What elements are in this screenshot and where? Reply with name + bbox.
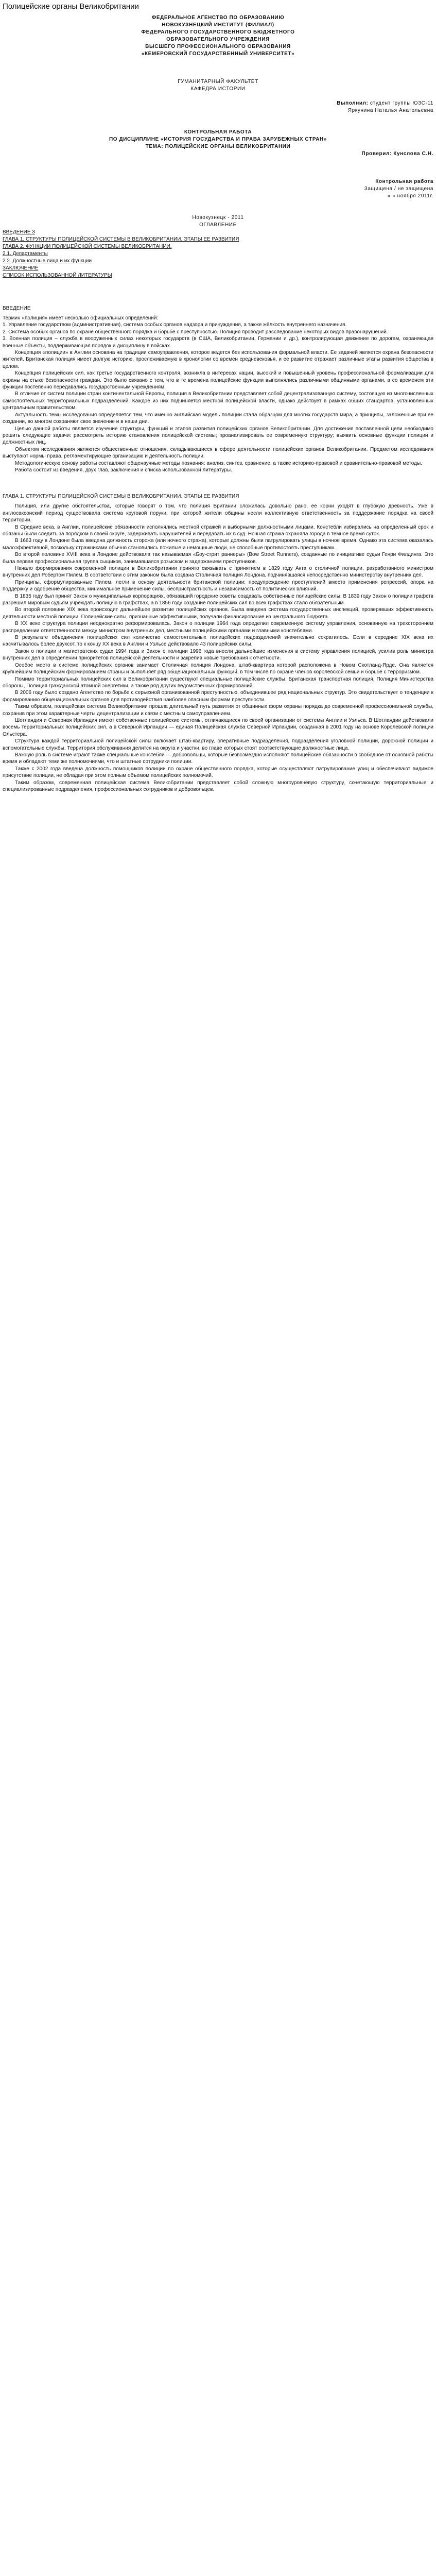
chapter-1-section (3, 493, 433, 793)
title-page-line: «КЕМЕРОВСКИЙ ГОСУДАРСТВЕННЫЙ УНИВЕРСИТЕТ» (141, 51, 295, 57)
body-paragraph: В 1663 году в Лондоне была введена должность сторожа (или ночного стража), которые должны были патрулировать улицы в ночное время. Однако эта система оказалась малоэффективной, поскольку стражниками обычно становились пожилые и немощные люди, не способные противостоять преступникам. (3, 538, 433, 551)
body-paragraph: Помимо территориальных полицейских сил в Великобритании существуют специальные полицейские службы: Британская транспортная полиция, Полиция Министерства обороны, Полиция гражданской атомной энергетики, а также ряд других ведомственных формирований. (3, 676, 433, 689)
body-paragraph: Закон о полиции и магистратских судах 1994 года и Закон о полиции 1996 года внесли дальнейшие изменения в систему управления полицией, усилив роль министра внутренних дел в определении приоритетов полицейской деятельности и закрепив новые требования к отчетности. (3, 648, 433, 662)
toc-item[interactable]: ЗАКЛЮЧЕНИЕ (3, 265, 39, 271)
body-paragraph: Методологическую основу работы составляют общенаучные методы познания: анализ, синтез, сравнение, а также историко-правовой и сравнительно-правовой методы. (15, 460, 422, 466)
title-page-line: ОБРАЗОВАТЕЛЬНОГО УЧРЕЖДЕНИЯ (166, 37, 270, 42)
date-line: « » ноября 2011г. (387, 193, 433, 199)
toc-item[interactable]: 2.2. Должностные лица и их функции (3, 258, 92, 264)
introduction-section (3, 305, 433, 473)
body-paragraph: В XX веке структура полиции неоднократно реформировалась. Закон о полиции 1964 года определил современную систему управления, основанную на трехстороннем распределении ответственности между министром внутренних дел, местными полицейскими органами и главными констеблями. (3, 621, 433, 634)
city-year: Новокузнецк - 2011 (192, 215, 244, 221)
body-paragraph: В 2006 году было создано Агентство по борьбе с серьезной организованной преступностью, объединившее ряд национальных структур. Это свидетельствует о тенденции к формированию общенациональных органов для противодействия наиболее опасным формам преступности. (3, 690, 433, 703)
body-paragraph: Концепция полицейских сил, как третье государственного контроля, возникла в интересах нации, высокий и повышенный уровень профессиональной формализации для охраны на стыке безопасности граждан. Это было связано с тем, что в те времена полицейские функции выполнялись различными общинными органами, а со временем эти функции постепенно передавались государственным учреждениям. (3, 370, 433, 391)
student-name: Яркунина Наталья Анатольевна (347, 108, 433, 113)
title-page-line: ФЕДЕРАЛЬНОЕ АГЕНСТВО ПО ОБРАЗОВАНИЮ (151, 15, 285, 21)
body-paragraph: 2. Система особых органов по охране общественного порядка и борьбе с преступностью. Полиция проводит расследование некоторых видов правонарушений. (3, 329, 388, 335)
body-paragraph: Важную роль в системе играют также специальные констебли — добровольцы, которые безвозмездно исполняют полицейские обязанности в свободное от основной работы время и обладают теми же полномочиями, что и штатные сотрудники полиции. (3, 752, 433, 765)
body-paragraph: 3. Военная полиция – служба в вооруженных силах некоторых государств (в США, Великобритании, Германии и др.), контролирующая движение по дорогам, охраняющая военные объекты, поддерживающая порядок и дисциплину в войсках. (3, 336, 433, 349)
section-heading: ВВЕДЕНИЕ (3, 306, 31, 311)
toc-item[interactable]: ГЛАВА 2. ФУНКЦИИ ПОЛИЦЕЙСКОЙ СИСТЕМЫ ВЕЛИКОБРИТАНИИ. (3, 244, 172, 249)
toc-item[interactable]: СПИСОК ИСПОЛЬЗОВАННОЙ ЛИТЕРАТУРЫ (3, 273, 112, 278)
body-paragraph: Также с 2002 года введена должность помощников полиции по охране общественного порядка, которые осуществляют патрулирование улиц и обеспечивают видимое присутствие полиции, не обладая при этом полным объемом полицейских полномочий. (3, 766, 433, 779)
body-paragraph: Во второй половине XIX века происходит дальнейшее развитие полицейских органов. Была введена система государственных инспекций, проверявших эффективность деятельности местной полиции. Полицейские силы, признанные эффективными, получали финансирование из центрального бюджета. (3, 607, 433, 620)
body-paragraph: Объектом исследования являются общественные отношения, складывающиеся в сфере деятельности полицейских органов Великобритании. Предметом исследования выступают нормы права, регламентирующие организацию и деятельность полиции. (3, 446, 433, 460)
performed-by (3, 100, 433, 107)
body-paragraph: Структура каждой территориальной полицейской силы включает штаб-квартиру, оперативные подразделения, подразделения уголовной полиции, дорожной полиции и вспомогательные службы. Территория обслуживания делится на округа и участки, во главе которых стоят соответствующие должностные лица. (3, 738, 433, 751)
body-paragraph: В 1835 году был принят Закон о муниципальных корпорациях, обязавший городские советы создавать собственные полицейские силы. В 1839 году Закон о полиции графств разрешил мировым судьям учреждать полицию в графствах, а в 1856 году создание полицейских сил во всех графствах стало обязательным. (3, 593, 433, 606)
body-paragraph: Термин «полиция» имеет несколько официальных определений: (3, 315, 159, 321)
body-paragraph: Целью данной работы является изучение структуры, функций и этапов развития полицейских органов Великобритании. Для достижения поставленной цели необходимо решить следующие задачи: рассмотреть историю становления полицейской системы; проанализировать ее современную структуру; выявить основные функции полиции и должностных лиц. (3, 426, 433, 446)
faculty-label: ГУМАНИТАРНЫЙ ФАКУЛЬТЕТ (178, 79, 258, 84)
page-title: Полицейские органы Великобритании (3, 2, 139, 11)
body-paragraph: Актуальность темы исследования определяется тем, что именно английская модель полиции стала образцом для многих государств мира, а принципы, заложенные при ее создании, во многом сохраняют свое значение и в наши дни. (3, 412, 433, 425)
body-paragraph: 1. Управление государством (административная), система особых органов надзора и принуждения, а также жёлкость внутреннего назначения. (3, 322, 347, 328)
body-paragraph: Во второй половине XVIII века в Лондоне действовала так называемая «Боу-стрит раннеры» (Bow Street Runners), созданные по инициативе судьи Генри Филдинга. Это была первая профессиональная группа сыщиков, занимавшаяся розыском и задержанием преступников. (3, 552, 433, 565)
topic: ТЕМА: ПОЛИЦЕЙСКИЕ ОРГАНЫ ВЕЛИКОБРИТАНИИ (145, 144, 291, 149)
control-label: Контрольная работа (375, 179, 433, 184)
toc-item[interactable]: ГЛАВА 1. СТРУКТУРЫ ПОЛИЦЕЙСКОЙ СИСТЕМЫ В ВЕЛИКОБРИТАНИИ. ЭТАПЫ ЕЕ РАЗВИТИЯ (3, 236, 239, 242)
table-of-contents (3, 222, 433, 279)
body-paragraph: Работа состоит из введения, двух глав, заключения и списка использованной литературы. (15, 467, 232, 473)
body-paragraph: Полиция, или другие обстоятельства, которые говорят о том, что полиция Британии сложилась довольно рано, ее корни уходят в глубокую древность. Уже в англосаксонский период существовала система круговой поруки, при которой жители общины несли коллективную ответственность за поддержание порядка на своей территории. (3, 503, 433, 523)
performed-label: Выполнил: (337, 100, 369, 106)
performed-value: студент группы ЮЗС-11 (368, 100, 433, 106)
checked-by: Проверил: Кунслова С.Н. (361, 151, 433, 157)
section-heading: ГЛАВА 1. СТРУКТУРЫ ПОЛИЦЕЙСКОЙ СИСТЕМЫ В ВЕЛИКОБРИТАНИИ. ЭТАПЫ ЕЕ РАЗВИТИЯ (3, 494, 239, 500)
body-paragraph: Принципы, сформулированные Пилем, легли в основу деятельности британской полиции: предупреждение преступлений вместо применения репрессий, опора на поддержку и одобрение общества, минимальное применение силы, беспристрастность и независимость от политических влияний. (3, 579, 433, 592)
body-paragraph: Начало формирования современной полиции в Великобритании принято связывать с принятием в 1829 году Акта о столичной полиции, разработанного министром внутренних дел Робертом Пилем. В соответствии с этим законом была создана Столичная полиция Лондона, подчинявшаяся непосредственно министерству внутренних дел. (3, 566, 433, 579)
discipline: ПО ДИСЦИПЛИНЕ «ИСТОРИЯ ГОСУДАРСТВА И ПРАВА ЗАРУБЕЖНЫХ СТРАН» (109, 137, 327, 142)
title-page-line: НОВОКУЗНЕЦКИЙ ИНСТИТУТ (ФИЛИАЛ) (162, 22, 274, 28)
document-page (0, 2, 436, 793)
body-paragraph: В результате объединения полицейских сил количество самостоятельных полицейских подразделений значительно сократилось. Если в середине XIX века их насчитывалось более двухсот, то к концу XX века в Англии и Уэльсе действовало 43 полицейских силы. (3, 635, 433, 648)
toc-item[interactable]: ВВЕДЕНИЕ 3 (3, 229, 35, 235)
toc-title: ОГЛАВЛЕНИЕ (199, 222, 237, 228)
work-type: КОНТРОЛЬНАЯ РАБОТА (184, 129, 252, 135)
body-paragraph: Особое место в системе полицейских органов занимает Столичная полиция Лондона, штаб-квартира которой расположена в Новом Скотланд-Ярде. Она является крупнейшим полицейским формированием страны и выполняет ряд общенациональных функций, в том числе по охране членов королевской семьи и борьбе с терроризмом. (3, 662, 433, 675)
body-paragraph: В отличие от систем полиции стран континентальной Европы, полиция в Великобритании представляет собой децентрализованную систему, состоящую из многочисленных самостоятельных территориальных подразделений. Каждое из них подчиняется местной полицейской власти, однако действует в рамках общих стандартов, установленных центральным правительством. (3, 391, 433, 411)
body-paragraph: В Средние века, в Англии, полицейские обязанности исполнялись местной стражей и выборными должностными лицами. Констебли избирались на определенный срок и обязаны были следить за порядком в своей округе, задерживать нарушителей и передавать их в суд. Ночная стража охраняла города в темное время суток. (3, 524, 433, 537)
protected-label: Защищена / не защищена (364, 186, 433, 192)
body-paragraph: Концепция «полиции» в Англии основана на традиции самоуправления, которое ведется без использования формальной власти. Ее задачей является охрана безопасности жителей. Британская полиция имеет долгую историю, прослеживаемую в хронологии со времен средневековья, и ее развитие отражает различные этапы развития общества в целом. (3, 350, 433, 369)
body-paragraph: Таким образом, современная полицейская система Великобритании представляет собой сложную многоуровневую структуру, сочетающую территориальные и специализированные подразделения, профессиональных сотрудников и добровольцев. (3, 779, 433, 792)
title-page-line: ФЕДЕРАЛЬНОГО ГОСУДАРСТВЕННОГО БЮДЖЕТНОГО (141, 29, 295, 35)
body-paragraph: Таким образом, полицейская система Великобритании прошла длительный путь развития от общинных форм охраны порядка до современной профессиональной службы, сохранив при этом характерные черты децентрализации и связи с местным самоуправлением. (3, 704, 433, 717)
body-paragraph: Шотландия и Северная Ирландия имеют собственные полицейские системы, отличающиеся по своей организации от системы Англии и Уэльса. В Шотландии действовали восемь территориальных полицейских сил, а в Северной Ирландии — единая Полицейская служба Северной Ирландии, созданная в 2001 году на основе Королевской полиции Ольстера. (3, 717, 433, 737)
title-page-line: ВЫСШЕГО ПРОФЕССИОНАЛЬНОГО ОБРАЗОВАНИЯ (145, 44, 291, 49)
department-label: КАФЕДРА ИСТОРИИ (190, 86, 246, 92)
toc-item[interactable]: 2.1. Департаменты (3, 251, 48, 257)
title-page (3, 14, 433, 222)
